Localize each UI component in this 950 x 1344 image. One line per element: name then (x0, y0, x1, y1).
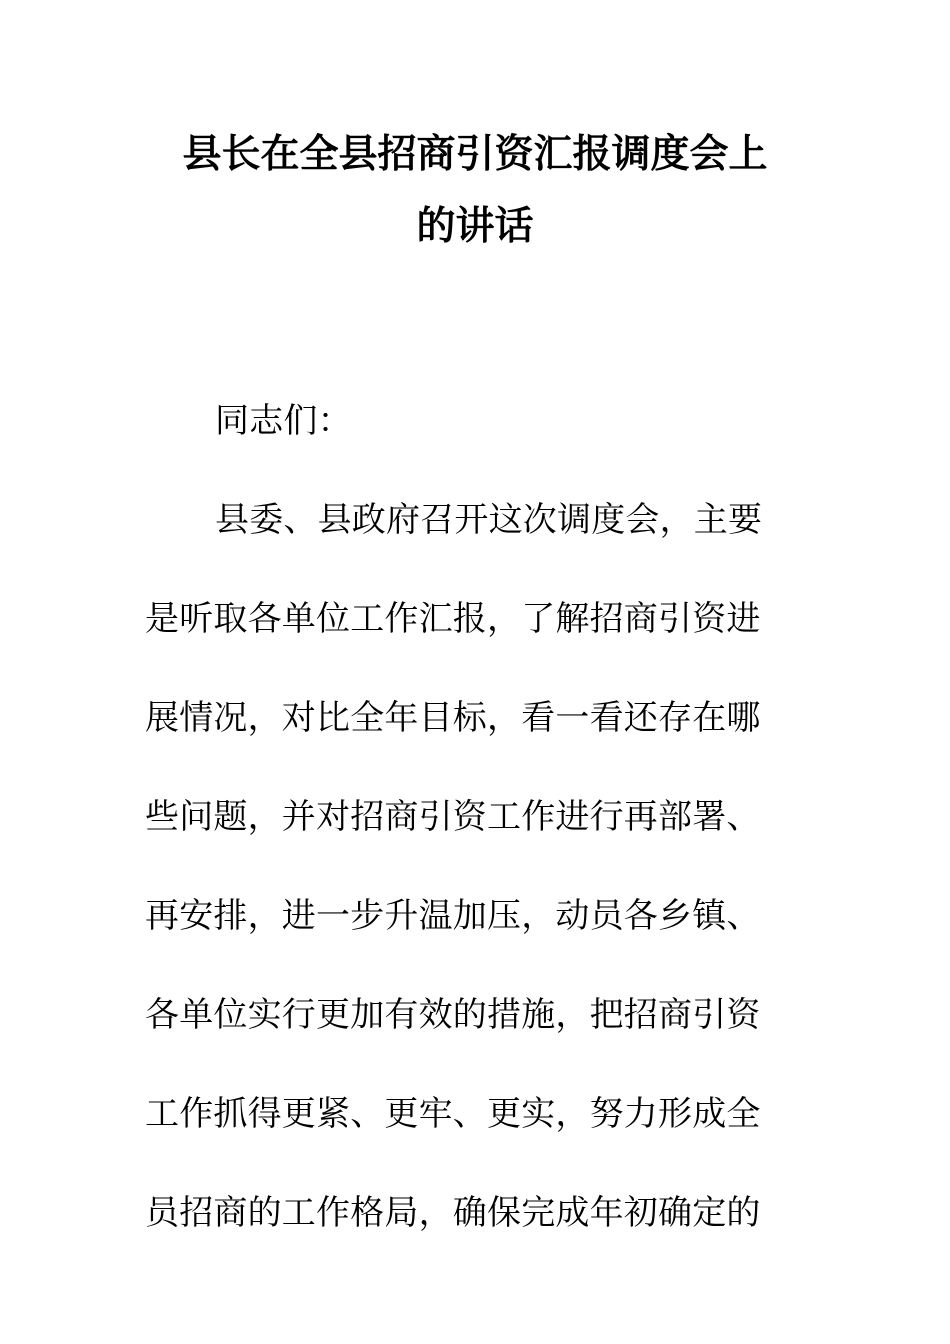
paragraph-line-8: 员招商的工作格局，确保完成年初确定的 (145, 1193, 761, 1233)
paragraph-line-1: 县委、县政府召开这次调度会，主要 (215, 500, 763, 540)
paragraph-line-4: 些问题，并对招商引资工作进行再部署、 (145, 797, 761, 837)
paragraph-line-2: 是听取各单位工作汇报，了解招商引资进 (145, 599, 761, 639)
title-line-1: 县长在全县招商引资汇报调度会上 (182, 131, 768, 177)
paragraph-line-3: 展情况，对比全年目标，看一看还存在哪 (145, 698, 761, 738)
document-title (145, 118, 805, 262)
document-body (145, 372, 785, 1263)
paragraph-line-7: 工作抓得更紧、更牢、更实，努力形成全 (145, 1094, 761, 1134)
title-line-2: 的讲话 (416, 203, 534, 249)
greeting: 同志们： (215, 401, 352, 441)
paragraph-line-6: 各单位实行更加有效的措施，把招商引资 (145, 995, 761, 1035)
paragraph-line-5: 再安排，进一步升温加压，动员各乡镇、 (145, 896, 761, 936)
